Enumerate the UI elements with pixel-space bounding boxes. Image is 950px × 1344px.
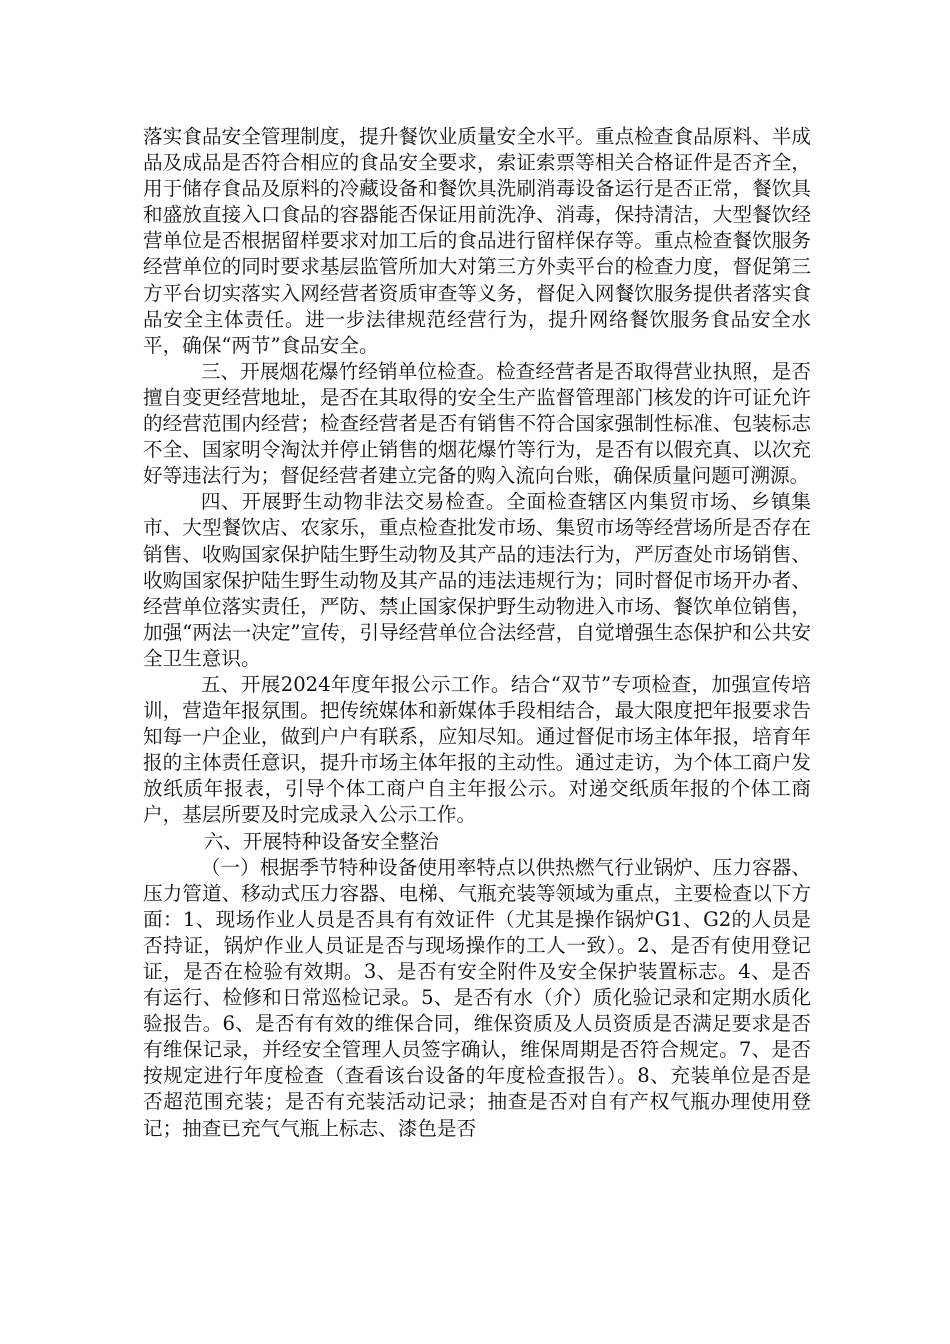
paragraph-fireworks-inspection: 三、开展烟花爆竹经销单位检查。检查经营者是否取得营业执照，是否擅自变更经营地址，是否在其取得的安全生产监督管理部门核发的许可证允许的经营范围内经营；检查经营者是否有销售不符合国家强制性标准、包装标志不全、国家明令淘汰并停止销售的烟花爆竹等行为，是否有以假充真、以次充好等违法行为；督促经营者建立完备的购入流向台账，确保质量问题可溯源。 [143, 359, 811, 488]
document-page [143, 124, 811, 1142]
paragraph-food-safety-continued: 落实食品安全管理制度，提升餐饮业质量安全水平。重点检查食品原料、半成品及成品是否符合相应的食品安全要求，索证索票等相关合格证件是否齐全，用于储存食品及原料的冷藏设备和餐饮具洗刷消毒设备运行是否正常，餐饮具和盛放直接入口食品的容器能否保证用前洗净、消毒，保持清洁，大型餐饮经营单位是否根据留样要求对加工后的食品进行留样保存等。重点检查餐饮服务经营单位的同时要求基层监管所加大对第三方外卖平台的检查力度，督促第三方平台切实落实入网经营者资质审查等义务，督促入网餐饮服务提供者落实食品安全主体责任。进一步法律规范经营行为，提升网络餐饮服务食品安全水平，确保“两节”食品安全。 [143, 125, 811, 357]
paragraph-wildlife-trade-inspection: 四、开展野生动物非法交易检查。全面检查辖区内集贸市场、乡镇集市、大型餐饮店、农家乐，重点检查批发市场、集贸市场等经营场所是否存在销售、收购国家保护陆生野生动物及其产品的违法行为，严厉查处市场销售、收购国家保护陆生野生动物及其产品的违法违规行为；同时督促市场开办者、经营单位落实责任，严防、禁止国家保护野生动物进入市场、餐饮单位销售，加强“两法一决定”宣传，引导经营单位合法经营，自觉增强生态保护和公共安全卫生意识。 [143, 490, 811, 670]
paragraph-special-equipment-checks: （一）根据季节特种设备使用率特点以供热燃气行业锅炉、压力容器、压力管道、移动式压力容器、电梯、气瓶充装等领域为重点，主要检查以下方面：1、现场作业人员是否具有有效证件（尤其是操作锅炉G1、G2的人员是否持证，锅炉作业人员证是否与现场操作的工人一致）。2、是否有使用登记证，是否在检验有效期。3、是否有安全附件及安全保护装置标志。4、是否有运行、检修和日常巡检记录。5、是否有水（介）质化验记录和定期水质化验报告。6、是否有有效的维保合同，维保资质及人员资质是否满足要求是否有维保记录，并经安全管理人员签字确认，维保周期是否符合规定。7、是否按规定进行年度检查（查看该台设备的年度检查报告）。8、充装单位是否是否超范围充装；是否有充装活动记录；抽查是否对自有产权气瓶办理使用登记；抽查已充气气瓶上标志、漆色是否 [143, 855, 811, 1140]
section-heading-special-equipment: 六、开展特种设备安全整治 [203, 829, 439, 853]
paragraph-annual-report-publicity: 五、开展2024年度年报公示工作。结合“双节”专项检查，加强宣传培训，营造年报氛围。把传统媒体和新媒体手段相结合，最大限度把年报要求告知每一户企业，做到户户有联系，应知尽知。通过督促市场主体年报，培育年报的主体责任意识，提升市场主体年报的主动性。通过走访，为个体工商户发放纸质年报表，引导个体工商户自主年报公示。对递交纸质年报的个体工商户，基层所要及时完成录入公示工作。 [143, 672, 811, 827]
